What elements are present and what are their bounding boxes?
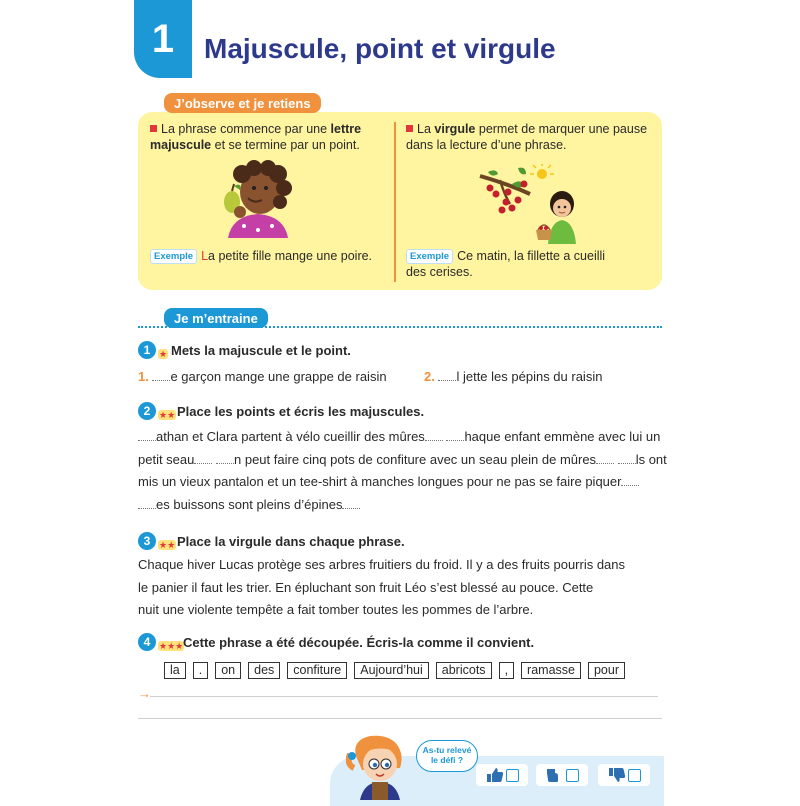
lesson-number-tab: 1 (134, 0, 192, 78)
rating-checkbox[interactable] (566, 769, 579, 782)
rule-left: La phrase commence par une lettre majuscule et se termine par un point. (150, 122, 362, 152)
difficulty-stars: ★★ (159, 410, 176, 420)
rating-checkbox[interactable] (628, 769, 641, 782)
exercise-text: Chaque hiver Lucas protège ses arbres fruitiers du froid. Il y a des fruits pourris dans le panier il faut les trier. En épluchant son fruit Léo s’est blessé au pouce. Cette nuit une violente tempête a fait tomber toutes les pommes de l’arbre. (138, 557, 626, 617)
exercise-instruction: Mets la majuscule et le point. (171, 343, 351, 358)
girl-eating-pear-illustration (214, 160, 294, 238)
answer-blank[interactable] (138, 498, 156, 509)
example-left: Exemple La petite fille mange une poire. (150, 248, 372, 264)
difficulty-stars: ★★ (159, 540, 176, 550)
rating-checkbox[interactable] (506, 769, 519, 782)
rule-right: La virgule permet de marquer une pause dans la lecture d’une phrase. (406, 122, 648, 152)
exercise-instruction: Place les points et écris les majuscules. (177, 404, 425, 419)
arrow-icon: → (138, 686, 151, 701)
observe-divider (394, 122, 396, 282)
girl-mascot-illustration (346, 734, 418, 800)
rating-medium[interactable] (536, 764, 588, 786)
word-box[interactable]: . (193, 662, 208, 679)
exercise-text: athan et Clara partent à vélo cueillir des mûres haque enfant emmène avec lui un petit seau n peut faire cinq pots de confiture avec un seau plein de mûres ls ont mis un vieux pantalon et un tee-shirt à manches longues pour ne pas se faire piquer es buissons sont pleins d’épines (138, 429, 667, 512)
answer-blank[interactable] (194, 453, 212, 464)
word-box[interactable]: ramasse (521, 662, 581, 679)
example-right: Exemple Ce matin, la fillette a cueilli des cerises. (406, 249, 606, 279)
word-box[interactable]: Aujourd’hui (354, 662, 429, 679)
word-box[interactable]: pour (588, 662, 625, 679)
bullet-square-icon (150, 125, 157, 132)
answer-blank[interactable] (438, 370, 456, 381)
word-box[interactable]: abricots (436, 662, 492, 679)
answer-blank[interactable] (596, 453, 614, 464)
word-box[interactable]: confiture (287, 662, 347, 679)
rating-bad[interactable] (598, 764, 650, 786)
girl-picking-cherries-illustration (478, 164, 578, 244)
difficulty-stars: ★★★ (159, 641, 184, 651)
exercise-number: 4 (138, 633, 156, 651)
thumbs-sideways-icon (546, 767, 564, 783)
exercise-number: 3 (138, 532, 156, 550)
challenge-bubble: As-tu relevé le défi ? (416, 740, 478, 772)
word-box[interactable]: la (164, 662, 186, 679)
page-title: Majuscule, point et virgule (204, 33, 556, 64)
exercise-instruction: Cette phrase a été découpée. Écris-la comme il convient. (183, 635, 535, 650)
exercise-number: 1 (138, 341, 156, 359)
word-boxes (164, 661, 632, 679)
word-box[interactable]: , (499, 662, 514, 679)
answer-blank[interactable] (342, 498, 360, 509)
thumbs-down-icon (608, 767, 626, 783)
exercise-item: 2. l jette les pépins du raisin (424, 369, 603, 384)
answer-blank[interactable] (138, 430, 156, 441)
answer-blank[interactable] (425, 430, 443, 441)
answer-blank[interactable] (152, 370, 170, 381)
difficulty-stars: ★ (159, 349, 168, 359)
exercise-item: 1. e garçon mange une grappe de raisin (138, 369, 387, 384)
exercise-number: 2 (138, 402, 156, 420)
thumbs-up-icon (486, 767, 504, 783)
rating-good[interactable] (476, 764, 528, 786)
answer-line[interactable] (150, 696, 658, 697)
separator-line (138, 718, 662, 719)
practice-label: Je m’entraine (164, 308, 268, 328)
answer-blank[interactable] (216, 453, 234, 464)
observe-label: J’observe et je retiens (164, 93, 321, 113)
answer-blank[interactable] (621, 475, 639, 486)
answer-blank[interactable] (446, 430, 464, 441)
bullet-square-icon (406, 125, 413, 132)
exercise-instruction: Place la virgule dans chaque phrase. (177, 534, 405, 549)
answer-blank[interactable] (618, 453, 636, 464)
word-box[interactable]: des (248, 662, 280, 679)
word-box[interactable]: on (215, 662, 241, 679)
